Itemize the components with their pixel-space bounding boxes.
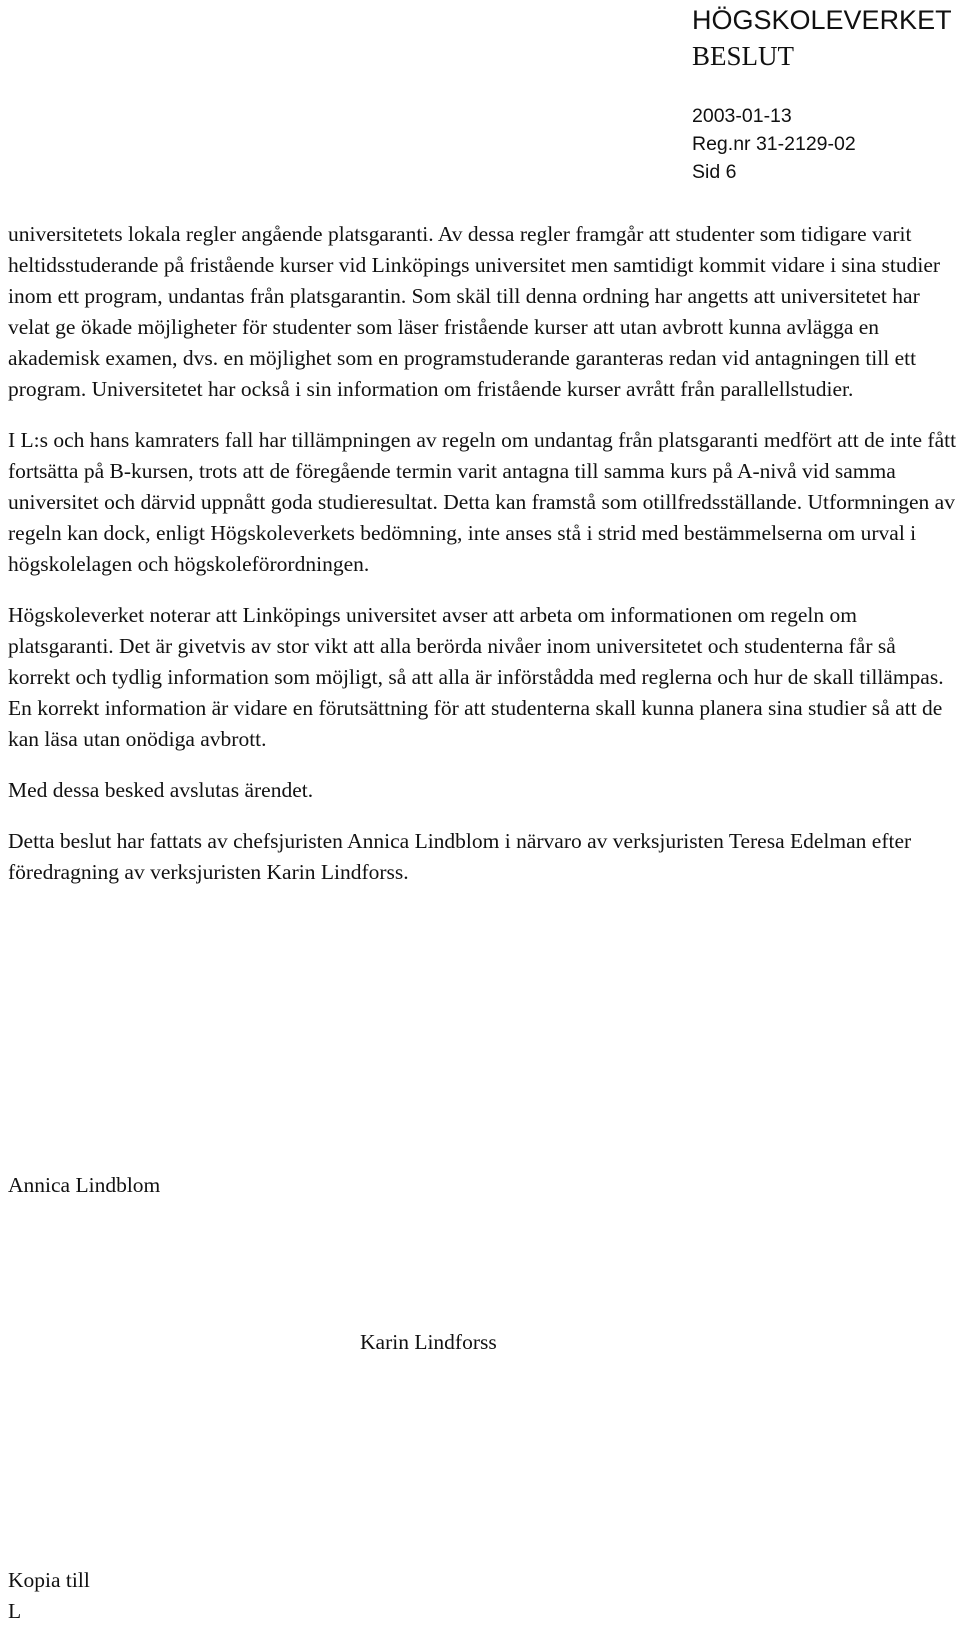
signature-karin-lindforss: Karin Lindforss	[360, 1330, 497, 1354]
copy-to-label: Kopia till	[8, 1568, 90, 1592]
copy-to-section	[8, 1565, 90, 1627]
organization-name: HÖGSKOLEVERKET	[692, 5, 952, 35]
paragraph: universitetets lokala regler angående platsgaranti. Av dessa regler framgår att studenter som tidigare varit heltidsstuderande på fristående kurser vid Linköpings universitet men samtidigt kommit vidare i sina studier inom ett program, undantas från platsgarantin. Som skäl till denna ordning har angetts att universitetet har velat ge ökade möjligheter för studenter som läser fristående kurser att utan avbrott kunna avlägga en akademisk examen, dvs. en möjlighet som en programstuderande garanteras redan vid antagningen till ett program. Universitetet har också i sin information om fristående kurser avrått från parallellstudier.	[8, 222, 941, 401]
document-type: BESLUT	[692, 41, 795, 71]
copy-to-recipient: L	[8, 1599, 22, 1623]
paragraph: Med dessa besked avslutas ärendet.	[8, 778, 314, 802]
document-meta	[692, 102, 960, 186]
paragraph: I L:s och hans kamraters fall har tillämpningen av regeln om undantag från platsgaranti medfört att de inte fått fortsätta på B-kursen, trots att de föregående termin varit antagna till samma kurs på A-nivå vid samma universitet och därvid uppnått goda studieresultat. Detta kan framstå som otillfredsställande. Utformningen av regeln kan dock, enligt Högskoleverkets bedömning, inte anses stå i strid med bestämmelserna om urval i högskolelagen och högskoleförordningen.	[8, 428, 957, 576]
paragraph: Detta beslut har fattats av chefsjuristen Annica Lindblom i närvaro av verksjuristen Teresa Edelman efter föredragning av verksjuristen Karin Lindforss.	[8, 829, 912, 884]
paragraph: Högskoleverket noterar att Linköpings universitet avser att arbeta om informationen om regeln om platsgaranti. Det är givetvis av stor vikt att alla berörda nivåer inom universitetet och studenterna får så korrekt och tydlig information som möjligt, så att alla är införstådda med reglerna och hur de skall tillämpas. En korrekt information är vidare en förutsättning för att studenterna skall kunna planera sina studier så att de kan läsa utan onödiga avbrott.	[8, 603, 944, 751]
registration-number: Reg.nr 31-2129-02	[692, 133, 856, 155]
signature-annica-lindblom: Annica Lindblom	[8, 1173, 161, 1197]
document-date: 2003-01-13	[692, 105, 792, 127]
document-body	[8, 219, 958, 908]
document-header	[692, 0, 960, 186]
page-number: Sid 6	[692, 161, 737, 183]
